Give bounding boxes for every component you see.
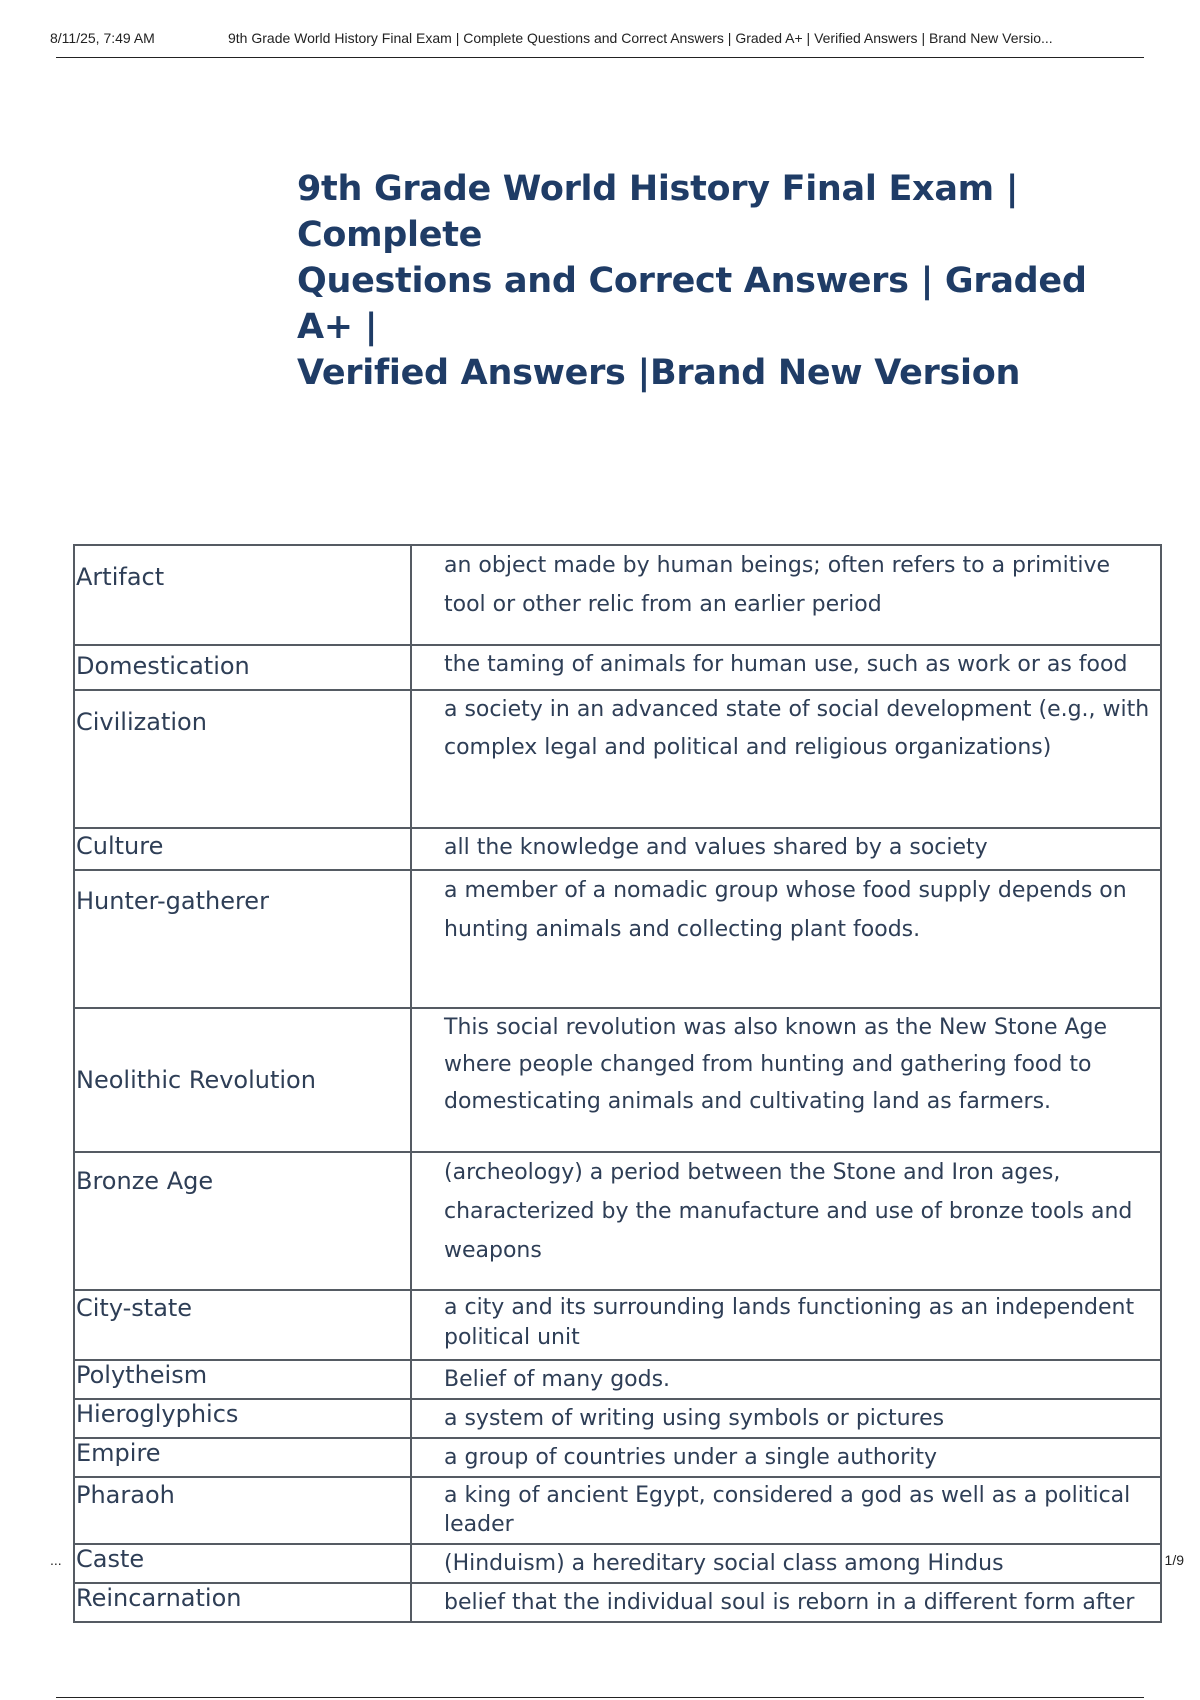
definition-text: a group of countries under a single authority	[444, 1445, 938, 1470]
term-text: Polytheism	[76, 1361, 208, 1389]
footer-rule	[56, 1697, 1144, 1698]
term-cell	[74, 1008, 411, 1152]
definition-cell	[411, 1544, 1161, 1583]
term-text: Bronze Age	[76, 1167, 214, 1195]
definition-cell	[411, 1583, 1161, 1622]
definition-text: the taming of animals for human use, such as work or as food	[444, 652, 1128, 677]
term-cell	[74, 1477, 411, 1544]
definition-cell	[411, 1360, 1161, 1399]
term-text: Hunter-gatherer	[76, 887, 269, 915]
definition-text: Belief of many gods.	[444, 1367, 671, 1392]
definition-text: a king of ancient Egypt, considered a god as well as a political leader	[444, 1483, 1131, 1537]
definition-text: a city and its surrounding lands functioning as an independent political unit	[444, 1295, 1135, 1350]
term-text: Civilization	[76, 708, 207, 736]
page-title	[297, 166, 1117, 396]
table-row	[74, 1399, 1161, 1438]
term-cell	[74, 1152, 411, 1290]
definition-text: a system of writing using symbols or pictures	[444, 1406, 945, 1431]
table-row	[74, 1008, 1161, 1152]
term-cell	[74, 645, 411, 690]
term-cell	[74, 690, 411, 828]
definition-cell	[411, 645, 1161, 690]
title-line-3: Verified Answers |Brand New Version	[297, 353, 1021, 393]
header-rule	[56, 57, 1144, 58]
definition-cell	[411, 545, 1161, 645]
table-row	[74, 828, 1161, 870]
term-text: Empire	[76, 1439, 161, 1467]
definition-text: belief that the individual soul is reborn in a different form after	[444, 1590, 1135, 1615]
table-row	[74, 1438, 1161, 1477]
definition-text: (Hinduism) a hereditary social class among Hindus	[444, 1551, 1004, 1576]
footer-ellipsis: ...	[50, 1552, 62, 1568]
title-line-1: 9th Grade World History Final Exam | Complete	[297, 169, 1019, 255]
term-text: City-state	[76, 1294, 193, 1322]
term-text: Caste	[76, 1545, 145, 1573]
term-cell	[74, 545, 411, 645]
table-row	[74, 1360, 1161, 1399]
table-row	[74, 1152, 1161, 1290]
definition-text: This social revolution was also known as the New Stone Age where people changed from hunting and gathering food to domesticating animals and cultivating land as farmers.	[444, 1015, 1108, 1114]
table-row	[74, 545, 1161, 645]
table-row	[74, 690, 1161, 828]
term-cell	[74, 1438, 411, 1477]
term-cell	[74, 828, 411, 870]
term-text: Neolithic Revolution	[76, 1066, 316, 1094]
print-doc-title: 9th Grade World History Final Exam | Complete Questions and Correct Answers | Graded A+ | Verified Answers | Brand New Versio...	[228, 30, 1053, 46]
term-cell	[74, 1290, 411, 1360]
term-text: Reincarnation	[76, 1584, 242, 1612]
term-cell	[74, 1360, 411, 1399]
definition-text: (archeology) a period between the Stone and Iron ages, characterized by the manufacture and use of bronze tools and weapons	[444, 1160, 1133, 1263]
definition-cell	[411, 1152, 1161, 1290]
term-cell	[74, 870, 411, 1008]
definition-cell	[411, 870, 1161, 1008]
definition-text: an object made by human beings; often refers to a primitive tool or other relic from an earlier period	[444, 553, 1111, 617]
definition-cell	[411, 1290, 1161, 1360]
table-row	[74, 1583, 1161, 1622]
term-text: Pharaoh	[76, 1481, 175, 1509]
definition-cell	[411, 1438, 1161, 1477]
definition-text: a member of a nomadic group whose food supply depends on hunting animals and collecting plant foods.	[444, 878, 1127, 942]
table-row	[74, 1477, 1161, 1544]
title-line-2: Questions and Correct Answers | Graded A+ |	[297, 261, 1087, 347]
definition-cell	[411, 828, 1161, 870]
table-row	[74, 870, 1161, 1008]
term-cell	[74, 1583, 411, 1622]
definition-text: all the knowledge and values shared by a society	[444, 835, 988, 860]
print-date: 8/11/25, 7:49 AM	[50, 30, 155, 46]
glossary-table	[73, 544, 1162, 1623]
definition-cell	[411, 690, 1161, 828]
table-row	[74, 1290, 1161, 1360]
page-number: 1/9	[1164, 1552, 1184, 1568]
term-text: Domestication	[76, 652, 250, 680]
definition-cell	[411, 1399, 1161, 1438]
term-cell	[74, 1544, 411, 1583]
print-header	[50, 30, 1120, 46]
table-row	[74, 1544, 1161, 1583]
definition-text: a society in an advanced state of social development (e.g., with complex legal and political and religious organizations)	[444, 697, 1150, 760]
table-row	[74, 645, 1161, 690]
definition-cell	[411, 1477, 1161, 1544]
term-text: Culture	[76, 832, 164, 860]
term-text: Hieroglyphics	[76, 1400, 239, 1428]
definition-cell	[411, 1008, 1161, 1152]
term-cell	[74, 1399, 411, 1438]
term-text: Artifact	[76, 563, 165, 591]
